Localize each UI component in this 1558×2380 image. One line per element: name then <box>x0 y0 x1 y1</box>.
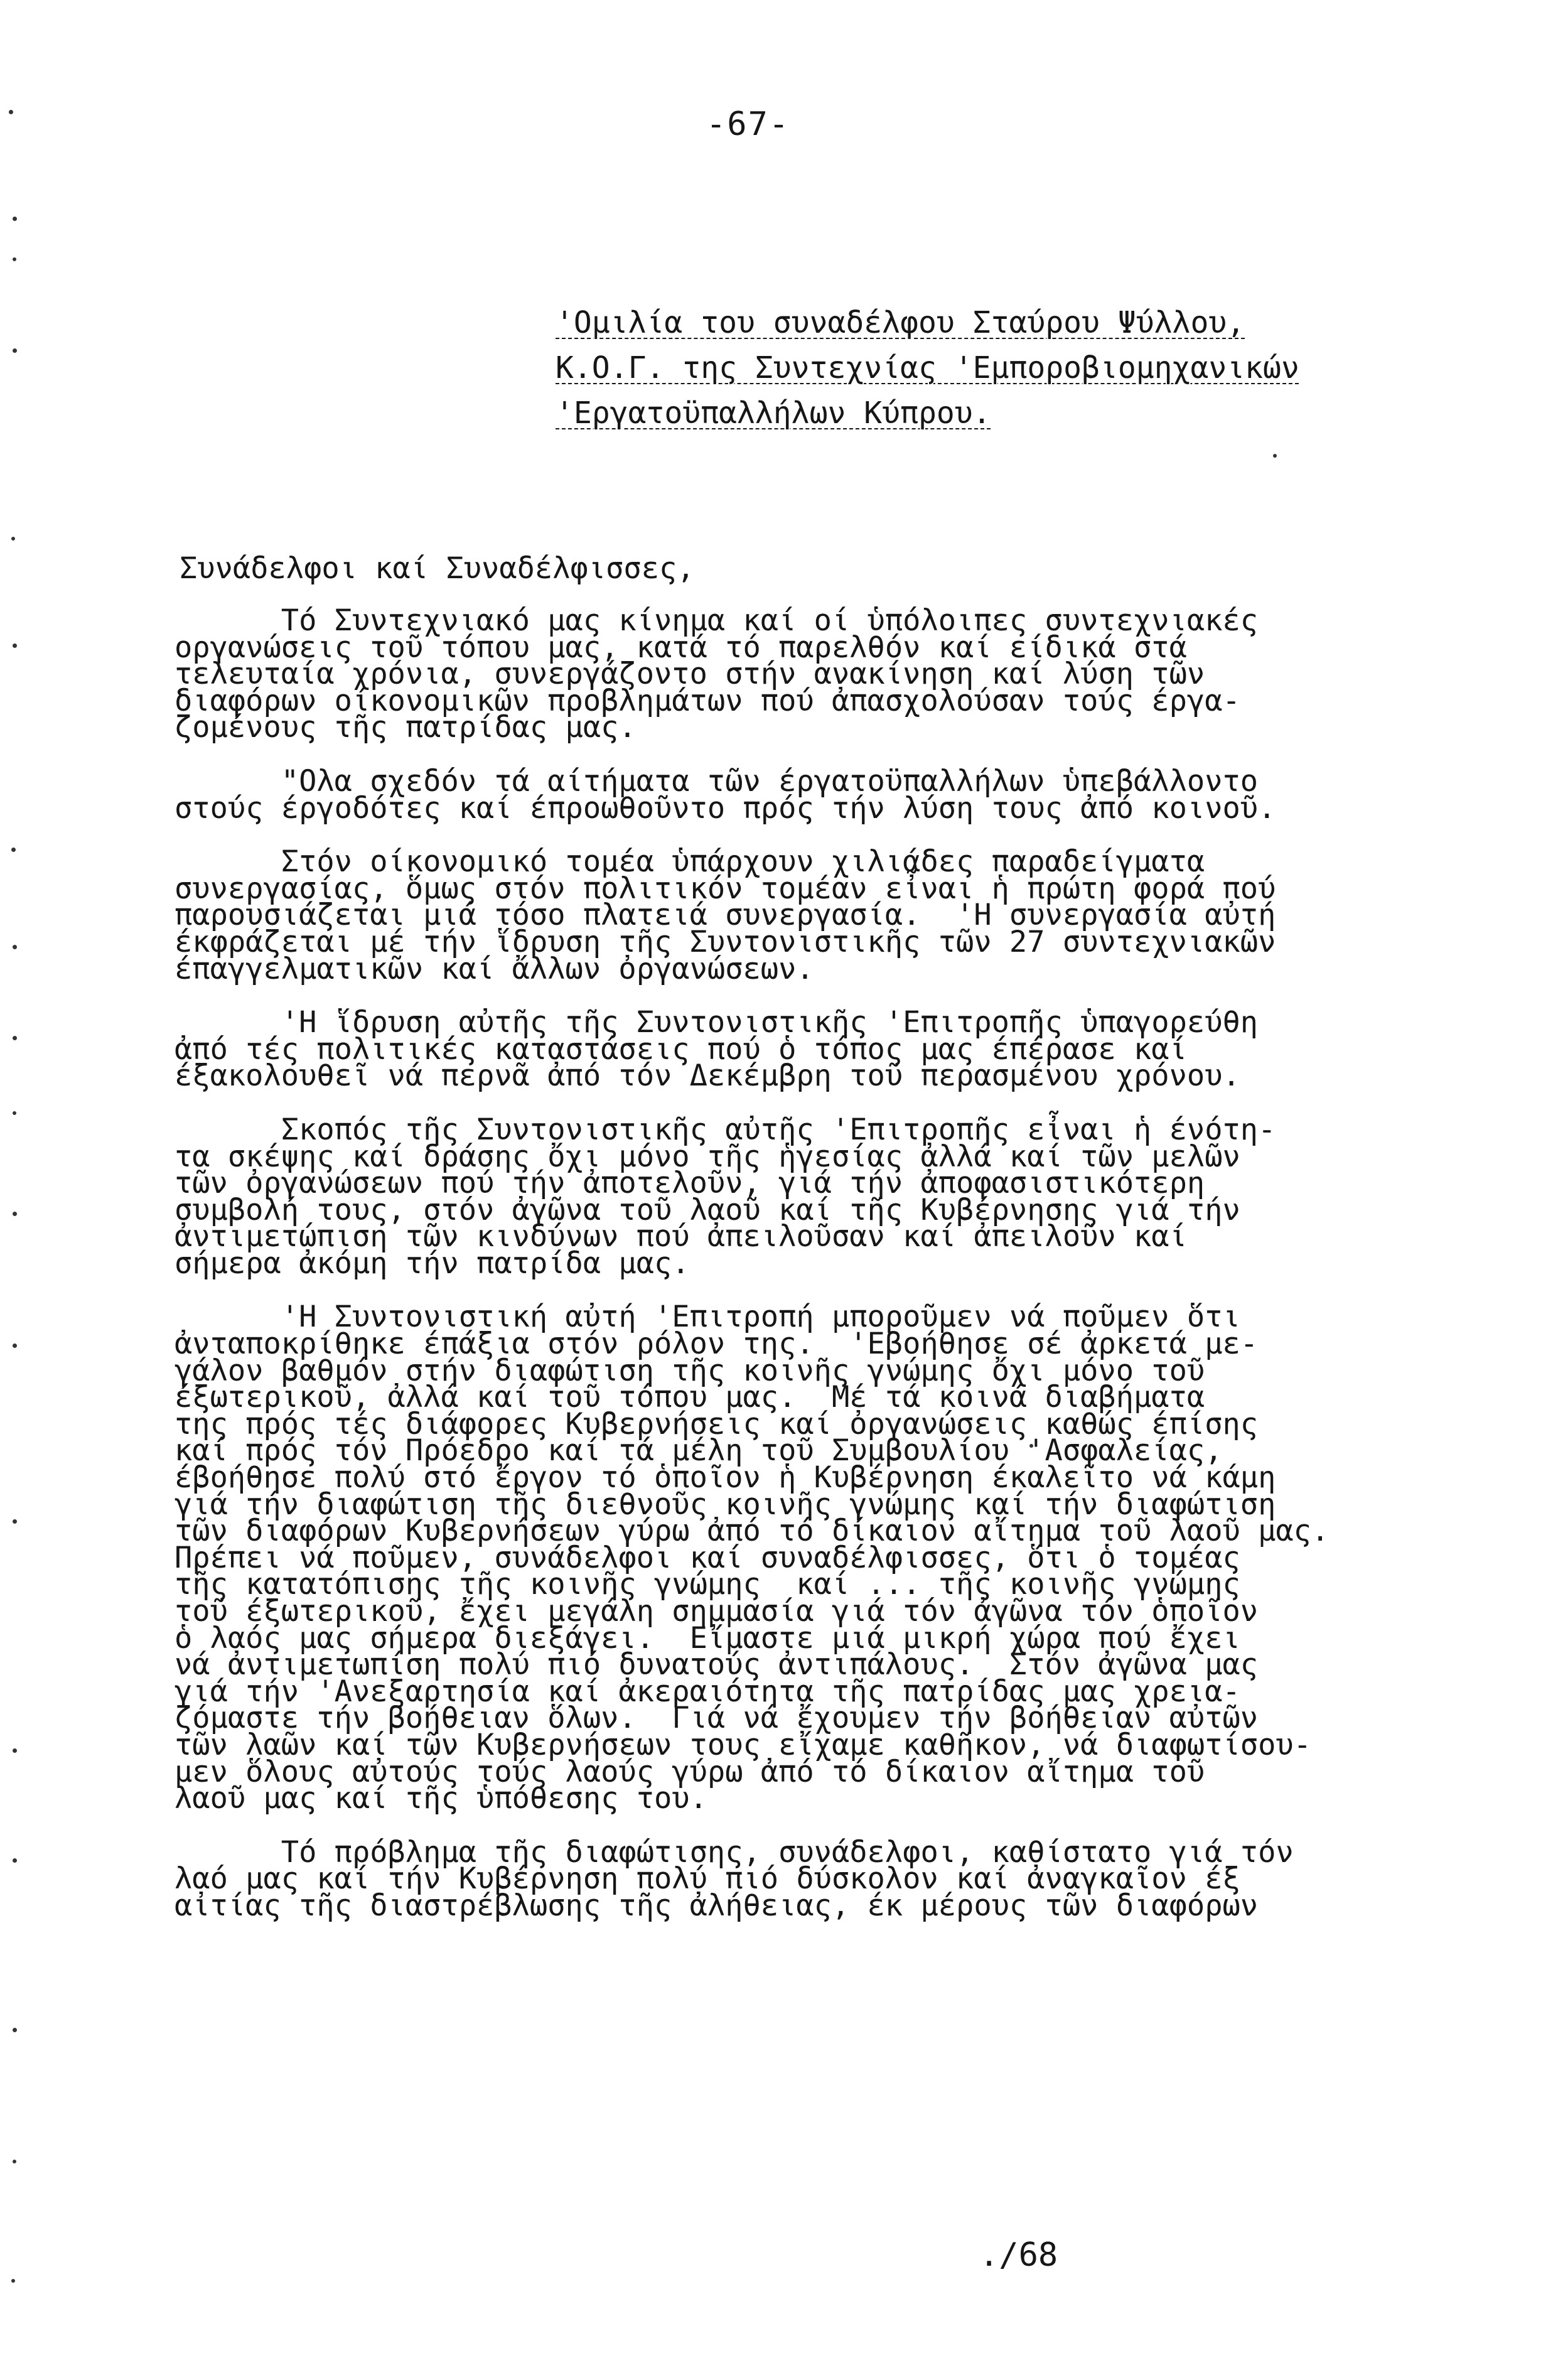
title-line: 'Εργατοϋπαλλήλων Κύπρου. <box>556 396 991 431</box>
margin-dot <box>13 2028 17 2032</box>
text-line: της πρός τές διάφορες Κυβερνήσεις καί ὀργανώσεις καθώς έπίσης <box>175 1406 1259 1441</box>
text-line: έξακολουθεῖ νά περνᾶ ἀπό τόν Δεκέμβρη τοῦ περασμένου χρόνου. <box>175 1058 1240 1094</box>
text-line: παρουσιάζεται μιά τόσο πλατειά συνεργασία. 'Η συνεργασία αὐτή <box>175 898 1276 933</box>
text-line: μεν ὅλους αὐτούς τούς λαούς γύρω ἀπό τό δίκαιον αἴτημα τοῦ <box>175 1754 1205 1789</box>
paragraph <box>175 1112 1405 1281</box>
text-line: αἰτίας τῆς διαστρέβλωσης τῆς ἀλήθειας, έκ μέρους τῶν διαφόρων <box>175 1888 1259 1923</box>
speech-body <box>175 603 1405 1947</box>
margin-dot <box>9 110 13 114</box>
text-line: συνεργασίας, ὅμως στόν πολιτικόν τομέαν εἶναι ἡ πρώτη φορά πού <box>175 871 1276 906</box>
text-line: έκφράζεται μέ τήν ἵδρυση τῆς Συντονιστικῆς τῶν 27 συντεχνιακῶν <box>175 924 1276 959</box>
text-line: Στόν οίκονομικό τομέα ὑπάρχουν χιλιάδες παραδείγματα <box>175 844 1205 880</box>
text-line: σήμερα ἀκόμη τήν πατρίδα μας. <box>175 1246 690 1281</box>
text-line: διαφόρων οίκονομικῶν προβλημάτων πού ἀπασχολούσαν τούς έργα- <box>175 683 1240 718</box>
text-line: Πρέπει νά ποῦμεν, συνάδελφοι καί συναδέλφισσες, ὅτι ὁ τομέας <box>175 1540 1240 1575</box>
left-margin-marks <box>0 0 38 2380</box>
text-line: Τό πρόβλημα τῆς διαφώτισης, συνάδελφοι, καθίστατο γιά τόν <box>175 1834 1294 1870</box>
salutation: Συνάδελφοι καί Συναδέλφισσες, <box>180 551 695 586</box>
text-line: στούς έργοδότες καί έπροωθοῦντο πρός τήν λύση τους ἀπό κοινοῦ. <box>175 790 1276 826</box>
margin-dot <box>11 537 15 541</box>
title-line: Κ.Ο.Γ. της Συντεχνίας 'Εμποροβιομηχανικών <box>556 350 1299 385</box>
speech-title <box>556 300 1372 436</box>
text-line: λαό μας καί τήν Κυβέρνηση πολύ πιό δύσκολον καί ἀναγκαῖον έξ <box>175 1861 1240 1897</box>
next-page-reference: ./68 <box>979 2236 1058 2274</box>
paragraph <box>175 603 1405 745</box>
text-line: ἀνταποκρίθηκε έπάξια στόν ρόλον της. 'Εβοήθησε σέ ἀρκετά με- <box>175 1327 1259 1362</box>
margin-dot <box>13 348 17 353</box>
text-line: καί πρός τόν Πρόεδρο καί τά μέλη τοῦ Συμβουλίου 'Ασφαλείας, <box>175 1433 1223 1468</box>
text-line: τῆς κατατόπισης τῆς κοινῆς γνώμης καί ... τῆς κοινῆς γνώμης <box>175 1567 1240 1602</box>
stray-dot <box>1273 454 1277 458</box>
text-line: Τό Συντεχνιακό μας κίνημα καί οί ὑπόλοιπες συντεχνιακές <box>175 603 1259 638</box>
page-number: -67- <box>706 105 790 143</box>
margin-dot <box>13 257 16 261</box>
text-line: τοῦ έξωτερικοῦ, ἔχει μεγάλη σημμασία γιά τόν ἀγῶνα τόν ὁποῖον <box>175 1594 1259 1629</box>
text-line: ζομένους τῆς πατρίδας μας. <box>175 710 637 745</box>
margin-dot <box>11 2279 15 2283</box>
text-line: τῶν ὀργανώσεων πού τήν ἀποτελοῦν, γιά τήν ἀποφασιστικότερη <box>175 1166 1205 1201</box>
text-line: ὁ λαός μας σήμερα διεξάγει. Εἴμαστε μιά μικρή χώρα πού ἔχει <box>175 1620 1240 1656</box>
margin-dot <box>13 1748 17 1753</box>
text-line: γιά τήν 'Ανεξαρτησία καί ἀκεραιότητα τῆς πατρίδας μας χρεια- <box>175 1674 1240 1709</box>
text-line: λαοῦ μας καί τῆς ὑπόθεσης του. <box>175 1781 707 1816</box>
text-line: 'Η Συντονιστική αὐτή 'Επιτροπή μποροῦμεν νά ποῦμεν ὅτι <box>175 1300 1240 1335</box>
text-line: "Ολα σχεδόν τά αίτήματα τῶν έργατοϋπαλλήλων ὑπεβάλλοντο <box>175 763 1259 799</box>
margin-dot <box>13 2160 16 2163</box>
text-line: 'Η ἵδρυση αὐτῆς τῆς Συντονιστικῆς 'Επιτροπῆς ὑπαγορεύθη <box>175 1005 1259 1040</box>
text-line: συμβολή τους, στόν ἀγῶνα τοῦ λαοῦ καί τῆς Κυβέρνησης γιά τήν <box>175 1192 1240 1227</box>
title-line: 'Ομιλία του συναδέλφου Σταύρου Ψύλλου, <box>556 305 1245 340</box>
margin-dot <box>13 1111 16 1115</box>
text-line: τῶν διαφόρων Κυβερνήσεων γύρω ἀπό τό δίκαιον αἴτημα τοῦ λαοῦ μας. <box>175 1514 1330 1549</box>
paragraph <box>175 1005 1405 1094</box>
paragraph <box>175 1300 1405 1816</box>
margin-dot <box>13 1212 17 1216</box>
text-line: ἀπό τές πολιτικές καταστάσεις πού ὁ τόπος μας έπέρασε καί <box>175 1031 1187 1067</box>
text-line: έβοήθησε πολύ στό ἔργον τό ὁποῖον ἡ Κυβέρνηση έκαλεῖτο νά κάμη <box>175 1460 1276 1495</box>
text-line: τα σκέψης καί δράσης ὄχι μόνο τῆς ἡγεσίας ἀλλά καί τῶν μελῶν <box>175 1139 1240 1174</box>
text-line: τελευταία χρόνια, συνεργάζοντο στήν ανακίνηση καί λύση τῶν <box>175 657 1205 692</box>
text-line: τῶν λαῶν καί τῶν Κυβερνήσεων τους εἴχαμε καθῆκον, νά διαφωτίσου- <box>175 1727 1311 1762</box>
text-line: οργανώσεις τοῦ τόπου μας, κατά τό παρελθόν καί είδικά στά <box>175 630 1187 665</box>
text-line: έπαγγελματικῶν καί ἄλλων ὀργανώσεων. <box>175 951 814 986</box>
text-line: νά ἀντιμετωπίση πολύ πιό δυνατούς ἀντιπάλους. Στόν ἀγῶνα μας <box>175 1647 1259 1683</box>
text-line: γιά τήν διαφώτιση τῆς διεθνοῦς κοινῆς γνώμης καί τήν διαφώτιση <box>175 1487 1276 1522</box>
margin-dot <box>13 1858 17 1863</box>
margin-dot <box>13 945 17 949</box>
margin-dot <box>11 848 16 852</box>
text-line: έξωτερικοῦ, ἀλλά καί τοῦ τόπου μας. Μέ τά κοινά διαβήματα <box>175 1380 1205 1415</box>
paragraph <box>175 763 1405 826</box>
text-line: ἀντιμετώπιση τῶν κινδύνων πού ἀπειλοῦσαν καί ἀπειλοῦν καί <box>175 1219 1187 1254</box>
paragraph <box>175 1834 1405 1923</box>
text-line: γάλον βαθμόν στήν διαφώτιση τῆς κοινῆς γνώμης ὄχι μόνο τοῦ <box>175 1353 1205 1388</box>
paragraph <box>175 844 1405 986</box>
margin-dot <box>13 643 17 648</box>
margin-dot <box>13 1519 17 1524</box>
margin-dot <box>13 1036 17 1040</box>
margin-dot <box>13 1343 17 1348</box>
text-line: Σκοπός τῆς Συντονιστικῆς αὐτῆς 'Επιτροπῆς εἶναι ἡ ένότη- <box>175 1112 1276 1147</box>
text-line: ζόμαστε τήν βοήθειαν ὅλων. Γιά νά ἔχουμεν τήν βοήθειαν αὐτῶν <box>175 1701 1259 1736</box>
margin-dot <box>13 217 17 221</box>
